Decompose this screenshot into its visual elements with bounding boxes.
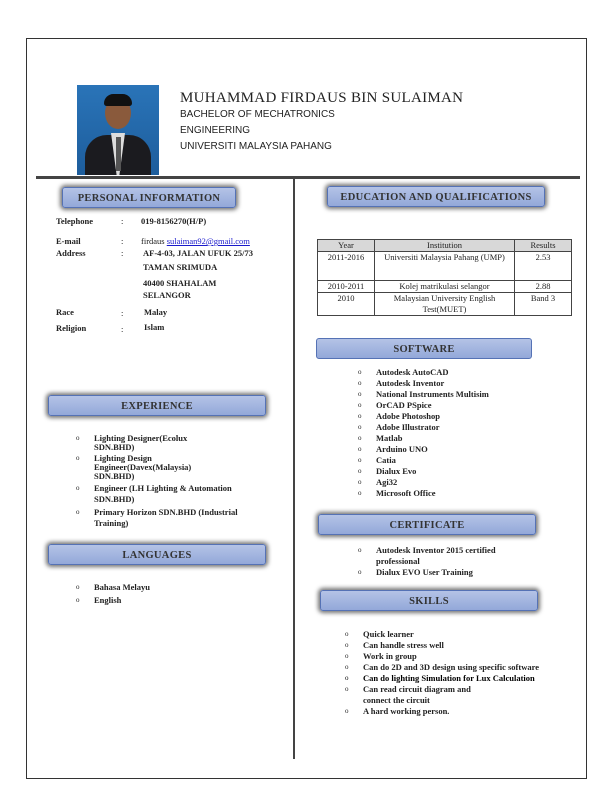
cell: Malaysian University English Test(MUET) — [375, 293, 515, 316]
religion-label: Religion — [56, 323, 87, 333]
column-header: Results — [515, 240, 572, 252]
address-line-4: SELANGOR — [143, 290, 191, 300]
list-item: o Autodesk AutoCAD — [358, 367, 558, 378]
colon: : — [121, 216, 124, 226]
table-row — [318, 281, 572, 293]
full-name: MUHAMMAD FIRDAUS BIN SULAIMAN — [180, 90, 464, 106]
degree-line-1: BACHELOR OF MECHATRONICS — [180, 109, 335, 120]
list-item: o Adobe Illustrator — [358, 422, 558, 433]
email-label: E-mail — [56, 236, 81, 246]
address-line-3: 40400 SHAHALAM — [143, 278, 217, 288]
software-heading: SOFTWARE — [316, 338, 532, 359]
list-item: o Engineer (LH Lighting & Automation SDN.BHD) — [76, 483, 266, 505]
list-item: o Dialux EVO User Training — [358, 567, 528, 578]
race-value: Malay — [144, 307, 168, 317]
table-row — [318, 252, 572, 281]
profile-photo — [77, 85, 159, 175]
list-item: o English — [76, 594, 266, 607]
certificate-heading: CERTIFICATE — [318, 514, 536, 535]
education-heading: EDUCATION AND QUALIFICATIONS — [327, 186, 545, 207]
colon: : — [121, 236, 124, 246]
software-list — [358, 367, 558, 499]
list-item: o OrCAD PSpice — [358, 400, 558, 411]
list-item: o Can do lighting Simulation for Lux Calculation — [345, 673, 585, 684]
languages-heading: LANGUAGES — [48, 544, 266, 565]
email-link[interactable]: sulaiman92@gmail.com — [166, 236, 250, 246]
header-divider — [36, 176, 580, 179]
email-prefix: firdaus — [141, 236, 165, 246]
address-line-1: AF-4-03, JALAN UFUK 25/73 — [143, 248, 254, 258]
religion-value: Islam — [144, 322, 165, 332]
column-header: Year — [318, 240, 375, 252]
telephone-label: Telephone — [56, 216, 94, 226]
list-item: o Can do 2D and 3D design using specific software — [345, 662, 585, 673]
list-item: o Work in group — [345, 651, 585, 662]
list-item: o Quick learner — [345, 629, 585, 640]
table-row — [318, 293, 572, 316]
address-label: Address — [56, 248, 86, 258]
skills-heading: SKILLS — [320, 590, 538, 611]
list-item: o Lighting Designer(Ecolux SDN.BHD) — [76, 434, 204, 452]
cell: Kolej matrikulasi selangor — [375, 281, 515, 293]
list-item: o Can handle stress well — [345, 640, 585, 651]
list-item: o Microsoft Office — [358, 488, 558, 499]
education-table — [317, 239, 572, 316]
list-item: o A hard working person. — [345, 706, 585, 717]
cell: 2.53 — [515, 252, 572, 281]
table-header-row — [318, 240, 572, 252]
list-item: o Lighting Design Engineer(Davex(Malaysia) SDN.BHD) — [76, 454, 214, 481]
list-item: o Matlab — [358, 433, 558, 444]
list-item: o Can read circuit diagram and connect the circuit — [345, 684, 493, 706]
cell: Band 3 — [515, 293, 572, 316]
column-header: Institution — [375, 240, 515, 252]
colon: : — [121, 248, 124, 258]
certificate-list — [358, 545, 528, 578]
list-item: o Adobe Photoshop — [358, 411, 558, 422]
cell: 2.88 — [515, 281, 572, 293]
list-item: o Catia — [358, 455, 558, 466]
cell: 2010 — [318, 293, 375, 316]
cell: 2010-2011 — [318, 281, 375, 293]
experience-list — [76, 434, 266, 529]
list-item: o Arduino UNO — [358, 444, 558, 455]
colon: : — [121, 308, 124, 318]
race-label: Race — [56, 307, 74, 317]
cell: 2011-2016 — [318, 252, 375, 281]
list-item: o Autodesk Inventor — [358, 378, 558, 389]
skills-list — [345, 629, 585, 717]
cell: Universiti Malaysia Pahang (UMP) — [375, 252, 515, 281]
colon: : — [121, 324, 124, 334]
experience-heading: EXPERIENCE — [48, 395, 266, 416]
column-divider — [293, 179, 295, 759]
list-item: o National Instruments Multisim — [358, 389, 558, 400]
university-line: UNIVERSITI MALAYSIA PAHANG — [180, 141, 332, 152]
list-item: o Agi32 — [358, 477, 558, 488]
degree-line-2: ENGINEERING — [180, 125, 251, 136]
list-item: o Primary Horizon SDN.BHD (Industrial Training) — [76, 507, 266, 529]
list-item: o Autodesk Inventor 2015 certified professional — [358, 545, 528, 567]
list-item: o Bahasa Melayu — [76, 581, 266, 594]
personal-info-heading: PERSONAL INFORMATION — [62, 187, 236, 208]
telephone-value: 019-8156270(H/P) — [141, 216, 207, 226]
languages-list — [76, 581, 266, 607]
list-item: o Dialux Evo — [358, 466, 558, 477]
address-line-2: TAMAN SRIMUDA — [143, 262, 218, 272]
